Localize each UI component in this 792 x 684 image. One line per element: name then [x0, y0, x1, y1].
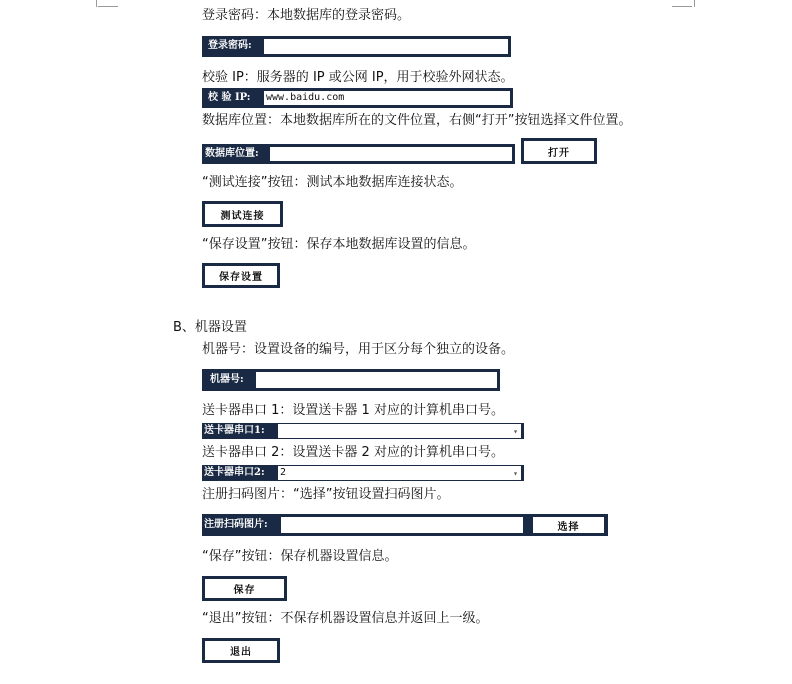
- machine-no-description: 机器号：设置设备的编号，用于区分每个独立的设备。: [202, 342, 515, 357]
- verify-ip-description: 校验 IP：服务器的 IP 或公网 IP，用于校验外网状态。: [202, 70, 514, 85]
- save-settings-button[interactable]: 保存设置: [205, 266, 277, 285]
- machine-no-field-group: [202, 369, 500, 391]
- section-b-heading: B、机器设置: [173, 320, 247, 335]
- port1-label: 送卡器串口1:: [204, 425, 265, 436]
- save-button[interactable]: 保存: [205, 579, 284, 598]
- open-button-frame: [521, 138, 597, 164]
- db-location-description: 数据库位置：本地数据库所在的文件位置，右侧“打开”按钮选择文件位置。: [202, 113, 632, 128]
- port2-description: 送卡器串口 2：设置送卡器 2 对应的计算机串口号。: [202, 445, 504, 460]
- page-corner-mark-left: [96, 0, 97, 7]
- scan-image-description: 注册扫码图片：“选择”按钮设置扫码图片。: [202, 487, 450, 502]
- port2-select-value: 2: [280, 467, 287, 478]
- scan-image-field-group: [202, 514, 608, 536]
- login-password-label: 登录密码:: [208, 40, 252, 51]
- login-password-field-group: [202, 36, 511, 57]
- exit-button[interactable]: 退出: [205, 641, 277, 660]
- port1-field-group: [202, 423, 524, 439]
- db-location-label: 数据库位置:: [205, 148, 259, 159]
- machine-no-label: 机器号:: [210, 374, 244, 385]
- open-button[interactable]: 打开: [524, 141, 594, 161]
- db-location-input[interactable]: [270, 147, 512, 161]
- exit-button-frame: [202, 638, 280, 663]
- port2-label: 送卡器串口2:: [204, 467, 265, 478]
- port1-description: 送卡器串口 1：设置送卡器 1 对应的计算机串口号。: [202, 403, 504, 418]
- page-corner-mark-right-h: [672, 6, 692, 7]
- verify-ip-label: 校 验 IP:: [208, 92, 251, 103]
- scan-image-input[interactable]: [281, 517, 523, 533]
- verify-ip-field-group: [202, 88, 513, 108]
- port2-select[interactable]: [278, 466, 521, 480]
- page-corner-mark-right: [694, 0, 695, 7]
- verify-ip-input[interactable]: www.baidu.com: [264, 91, 510, 105]
- select-button[interactable]: 选择: [533, 517, 604, 533]
- save-button-frame: [202, 576, 287, 601]
- page-corner-mark-left-h: [98, 6, 118, 7]
- port2-field-group: [202, 465, 524, 481]
- db-location-field-group: [202, 144, 515, 164]
- chevron-down-icon: ▾: [513, 469, 518, 478]
- test-connection-description: “测试连接”按钮：测试本地数据库连接状态。: [202, 175, 463, 190]
- port1-select[interactable]: [278, 424, 521, 438]
- exit-description: “退出”按钮：不保存机器设置信息并返回上一级。: [202, 611, 489, 626]
- login-password-input[interactable]: [264, 39, 508, 54]
- scan-image-label: 注册扫码图片:: [204, 519, 268, 530]
- test-connection-button[interactable]: 测试连接: [205, 204, 280, 224]
- save-settings-button-frame: [202, 263, 280, 288]
- save-description: “保存”按钮：保存机器设置信息。: [202, 549, 398, 564]
- machine-no-input[interactable]: [256, 372, 497, 388]
- save-settings-description: “保存设置”按钮：保存本地数据库设置的信息。: [202, 237, 476, 252]
- test-connection-button-frame: [202, 201, 283, 227]
- chevron-down-icon: ▾: [513, 427, 518, 436]
- login-password-description: 登录密码：本地数据库的登录密码。: [202, 8, 411, 23]
